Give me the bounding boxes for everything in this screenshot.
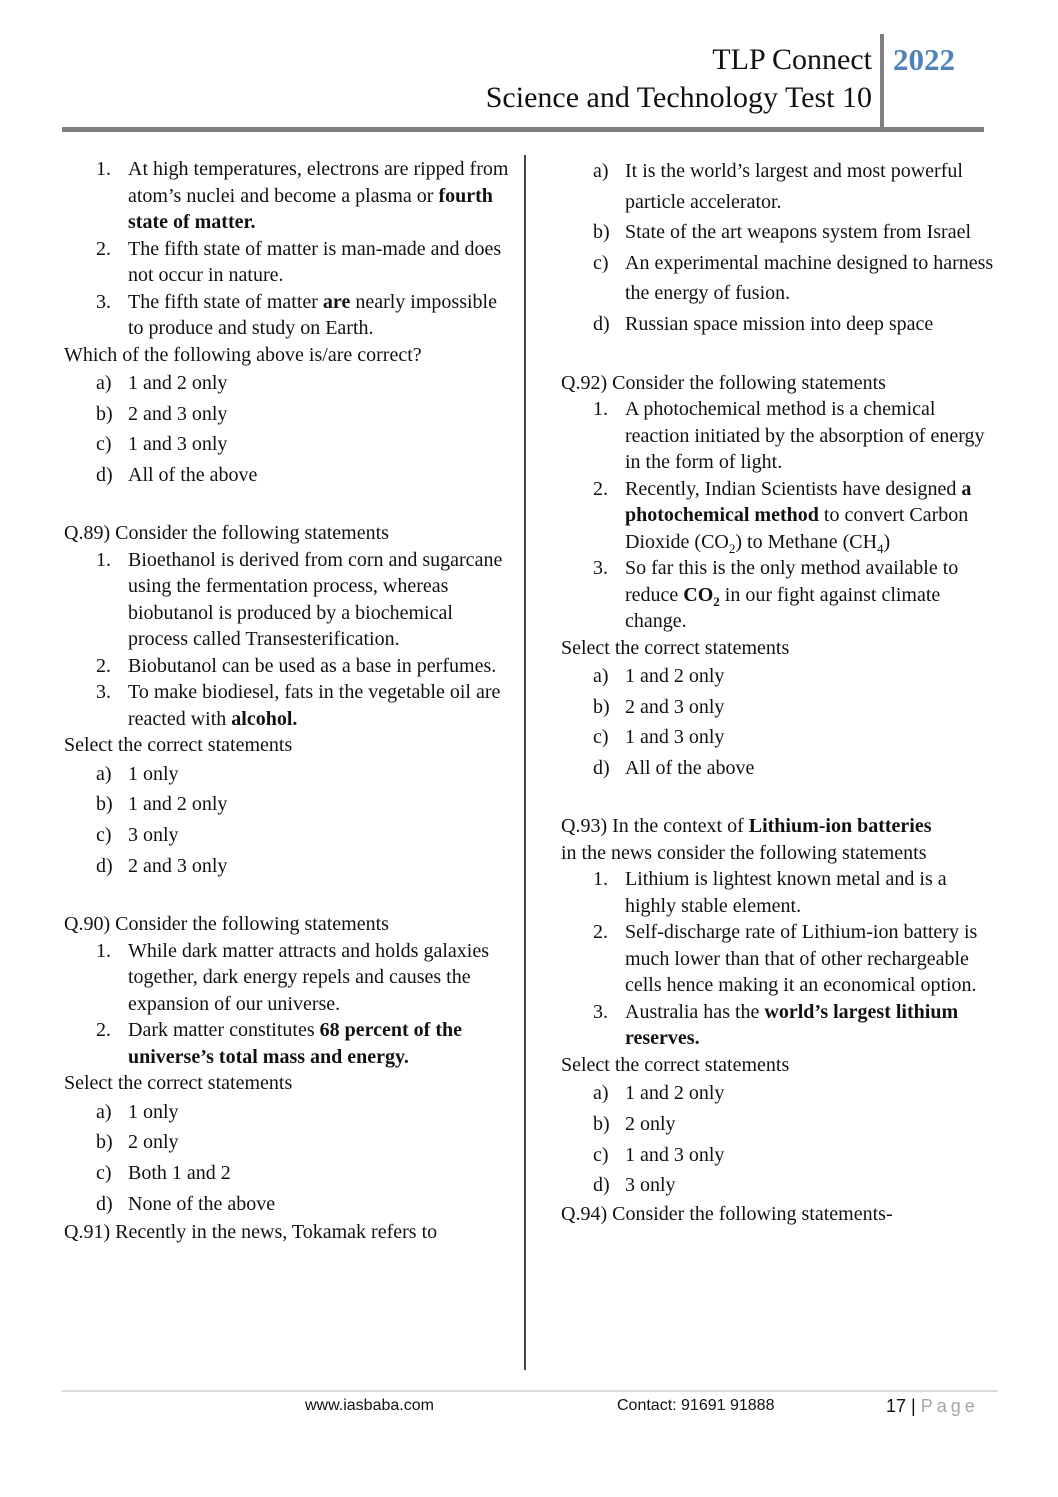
item-marker: b) bbox=[593, 695, 610, 718]
text-segment: Select the correct statements bbox=[561, 636, 790, 659]
answer-option bbox=[64, 460, 514, 491]
text-segment: To make biodiesel, fats in the vegetable oil are reacted with bbox=[128, 681, 501, 730]
statement-item bbox=[561, 999, 1001, 1052]
answer-option bbox=[561, 692, 1001, 723]
text-segment: An experimental machine designed to harness the energy of fusion. bbox=[625, 251, 994, 305]
question-text bbox=[64, 1070, 514, 1097]
statement-item bbox=[64, 938, 514, 1018]
bold-text: 68 percent of the universe’s total mass and energy. bbox=[128, 1019, 462, 1068]
text-segment: Both 1 and 2 bbox=[128, 1161, 231, 1184]
statement-item bbox=[561, 866, 1001, 919]
text-segment: Select the correct statements bbox=[64, 734, 293, 757]
spacer bbox=[64, 490, 514, 520]
item-marker: c) bbox=[96, 824, 112, 847]
question-text bbox=[561, 635, 1001, 662]
text-segment: 2 and 3 only bbox=[128, 402, 228, 425]
item-marker: b) bbox=[96, 793, 113, 816]
item-marker: 2. bbox=[593, 921, 608, 944]
text-segment: 1 only bbox=[128, 762, 179, 785]
answer-option bbox=[64, 759, 514, 790]
text-segment: None of the above bbox=[128, 1192, 276, 1215]
footer-contact: Contact: 91691 91888 bbox=[617, 1397, 775, 1414]
footer-rule bbox=[62, 1390, 998, 1392]
text-segment: It is the world’s largest and most powerful particle accelerator. bbox=[625, 160, 963, 213]
answer-option bbox=[561, 1109, 1001, 1140]
text-segment: Russian space mission into deep space bbox=[625, 312, 934, 335]
text-segment: 1 and 3 only bbox=[625, 726, 725, 749]
text-segment: 3 only bbox=[625, 1174, 676, 1197]
text-segment: 3 only bbox=[128, 824, 179, 847]
statement-item bbox=[64, 236, 514, 289]
left-column bbox=[64, 156, 514, 1246]
answer-option bbox=[561, 1170, 1001, 1201]
bold-text: a photochemical method bbox=[625, 477, 972, 527]
item-marker: d) bbox=[593, 312, 610, 335]
item-marker: d) bbox=[96, 463, 113, 486]
text-segment: 2 only bbox=[128, 1131, 179, 1154]
text-segment: Select the correct statements bbox=[561, 1053, 790, 1076]
answer-option bbox=[64, 1127, 514, 1158]
text-segment: Q.89) Consider the following statements bbox=[64, 522, 389, 545]
item-marker: 1. bbox=[593, 398, 608, 421]
item-marker: a) bbox=[96, 372, 112, 394]
bold-text: fourth state of matter. bbox=[128, 184, 493, 233]
item-marker: 1. bbox=[96, 939, 111, 962]
item-marker: c) bbox=[96, 1161, 112, 1184]
item-marker: c) bbox=[593, 726, 609, 749]
text-segment: ) bbox=[883, 530, 891, 553]
answer-option bbox=[561, 217, 1001, 248]
question-text bbox=[561, 813, 1001, 840]
answer-option bbox=[64, 820, 514, 851]
item-marker: 2. bbox=[96, 1019, 111, 1042]
text-segment: 1 and 2 only bbox=[625, 665, 725, 688]
question-text bbox=[64, 1219, 514, 1246]
text-segment: Recently, Indian Scientists have designed bbox=[625, 477, 962, 500]
question-text bbox=[561, 1201, 1001, 1228]
text-segment: to convert Carbon Dioxide (CO bbox=[625, 504, 969, 553]
item-marker: 3. bbox=[593, 1000, 608, 1023]
text-segment: A photochemical method is a chemical reaction initiated by the absorption of energy in the form of light. bbox=[625, 398, 985, 474]
statement-item bbox=[64, 156, 514, 236]
text-segment: 1 and 3 only bbox=[625, 1143, 725, 1166]
item-marker: d) bbox=[593, 756, 610, 779]
text-segment: in our fight against climate change. bbox=[625, 583, 941, 633]
item-marker: c) bbox=[593, 251, 609, 274]
answer-option bbox=[561, 1140, 1001, 1171]
header-divider-vertical bbox=[880, 34, 884, 130]
column-divider bbox=[524, 155, 526, 1370]
item-marker: a) bbox=[593, 665, 609, 688]
text-segment: Q.93) In the context of bbox=[561, 815, 749, 838]
text-segment: Dark matter constitutes bbox=[128, 1019, 320, 1042]
item-marker: 1. bbox=[96, 158, 111, 180]
text-segment: 2 bbox=[728, 540, 736, 556]
bold-text: Lithium-ion batteries bbox=[748, 815, 932, 838]
statement-item bbox=[64, 1017, 514, 1070]
header-title: TLP Connect bbox=[712, 43, 872, 76]
item-marker: a) bbox=[593, 160, 609, 182]
text-segment: Self-discharge rate of Lithium-ion battery is much lower than that of other rechargeable cells hence making it an economical option. bbox=[625, 921, 978, 997]
bold-text: alcohol. bbox=[231, 707, 298, 730]
answer-option bbox=[64, 399, 514, 430]
item-marker: b) bbox=[593, 1113, 610, 1136]
page-number: 17 bbox=[886, 1396, 907, 1416]
text-segment: State of the art weapons system from Israel bbox=[625, 221, 972, 244]
item-marker: b) bbox=[96, 402, 113, 425]
answer-option bbox=[64, 429, 514, 460]
spacer bbox=[561, 783, 1001, 813]
answer-option bbox=[64, 1189, 514, 1220]
text-segment: Bioethanol is derived from corn and sugarcane using the fermentation process, whereas biobutanol is produced by a biochemical process called Transesterification. bbox=[128, 548, 503, 651]
answer-option bbox=[64, 368, 514, 399]
item-marker: b) bbox=[593, 221, 610, 244]
item-marker: c) bbox=[96, 433, 112, 456]
statement-item bbox=[64, 653, 514, 680]
text-segment: Q.91) Recently in the news, Tokamak refers to bbox=[64, 1221, 438, 1244]
statement-item bbox=[64, 289, 514, 342]
page-separator: | bbox=[911, 1396, 916, 1416]
answer-option bbox=[561, 722, 1001, 753]
item-marker: 2. bbox=[96, 654, 111, 677]
text-segment: 1 only bbox=[128, 1100, 179, 1123]
text-segment: 2 and 3 only bbox=[625, 695, 725, 718]
page-word: Page bbox=[920, 1396, 979, 1416]
item-marker: 3. bbox=[593, 557, 608, 580]
statement-item bbox=[64, 547, 514, 653]
spacer bbox=[64, 881, 514, 911]
text-segment: 2 and 3 only bbox=[128, 854, 228, 877]
text-segment: 1 and 2 only bbox=[128, 793, 228, 816]
statement-item bbox=[561, 555, 1001, 635]
item-marker: d) bbox=[96, 1192, 113, 1215]
text-segment: The fifth state of matter bbox=[128, 290, 323, 313]
spacer bbox=[561, 340, 1001, 370]
question-text bbox=[561, 840, 1001, 867]
item-marker: d) bbox=[96, 854, 113, 877]
answer-option bbox=[561, 753, 1001, 784]
bold-text: CO bbox=[683, 583, 714, 606]
text-segment: Lithium is lightest known metal and is a highly stable element. bbox=[625, 868, 947, 917]
answer-option bbox=[561, 1078, 1001, 1109]
text-segment: Q.94) Consider the following statements- bbox=[561, 1202, 893, 1225]
text-segment: 2 only bbox=[625, 1113, 676, 1136]
text-segment: While dark matter attracts and holds galaxies together, dark energy repels and causes the expansion of our universe. bbox=[128, 939, 489, 1015]
answer-option bbox=[561, 309, 1001, 340]
bold-text: are bbox=[322, 290, 351, 313]
text-segment: 1 and 3 only bbox=[128, 433, 228, 456]
text-segment: Q.90) Consider the following statements bbox=[64, 913, 389, 936]
text-segment: Australia has the bbox=[625, 1000, 765, 1023]
item-marker: c) bbox=[593, 1143, 609, 1166]
statement-item bbox=[561, 476, 1001, 556]
text-segment: The fifth state of matter is man-made and does not occur in nature. bbox=[128, 237, 502, 286]
footer-page bbox=[886, 1395, 979, 1417]
question-text bbox=[561, 370, 1001, 397]
item-marker: 1. bbox=[593, 868, 608, 891]
item-marker: a) bbox=[96, 762, 112, 785]
text-segment: At high temperatures, electrons are ripped from atom’s nuclei and become a plasma or bbox=[128, 158, 509, 207]
question-text bbox=[64, 911, 514, 938]
answer-option bbox=[64, 851, 514, 882]
item-marker: 2. bbox=[593, 477, 608, 500]
answer-option bbox=[64, 789, 514, 820]
text-segment: All of the above bbox=[625, 756, 755, 779]
item-marker: b) bbox=[96, 1131, 113, 1154]
header-year: 2022 bbox=[893, 42, 955, 77]
text-segment: Biobutanol can be used as a base in perfumes. bbox=[128, 654, 497, 677]
item-marker: 3. bbox=[96, 290, 111, 313]
text-segment: All of the above bbox=[128, 463, 258, 486]
header-rule bbox=[62, 127, 984, 132]
question-text bbox=[64, 732, 514, 759]
text-segment: 1 and 2 only bbox=[128, 372, 228, 394]
text-segment: Q.92) Consider the following statements bbox=[561, 371, 886, 394]
item-marker: a) bbox=[593, 1082, 609, 1105]
item-marker: a) bbox=[96, 1100, 112, 1123]
question-text bbox=[64, 342, 514, 369]
header-subtitle: Science and Technology Test 10 bbox=[485, 81, 872, 114]
bold-text: world’s largest lithium reserves. bbox=[625, 1000, 959, 1050]
text-segment: 4 bbox=[877, 540, 884, 556]
answer-option bbox=[64, 1097, 514, 1128]
bold-text: 2 bbox=[713, 593, 720, 609]
item-marker: d) bbox=[593, 1174, 610, 1197]
statement-item bbox=[561, 396, 1001, 476]
statement-item bbox=[64, 679, 514, 732]
answer-option bbox=[64, 1158, 514, 1189]
question-text bbox=[64, 520, 514, 547]
answer-option bbox=[561, 661, 1001, 692]
text-segment: Which of the following above is/are correct? bbox=[64, 343, 422, 366]
text-segment: ) to Methane (CH bbox=[735, 530, 878, 553]
text-segment: nearly impossible to produce and study on Earth. bbox=[128, 290, 497, 339]
item-marker: 2. bbox=[96, 237, 111, 260]
text-segment: 1 and 2 only bbox=[625, 1082, 725, 1105]
statement-item bbox=[561, 919, 1001, 999]
answer-option bbox=[561, 248, 1001, 309]
item-marker: 1. bbox=[96, 548, 111, 571]
text-segment: So far this is the only method available to reduce bbox=[625, 557, 959, 606]
footer-website: www.iasbaba.com bbox=[305, 1397, 434, 1414]
right-column bbox=[561, 156, 1001, 1227]
item-marker: 3. bbox=[96, 681, 111, 704]
text-segment: in the news consider the following statements bbox=[561, 841, 927, 864]
text-segment: Select the correct statements bbox=[64, 1072, 293, 1095]
question-text bbox=[561, 1052, 1001, 1079]
answer-option bbox=[561, 156, 1001, 217]
